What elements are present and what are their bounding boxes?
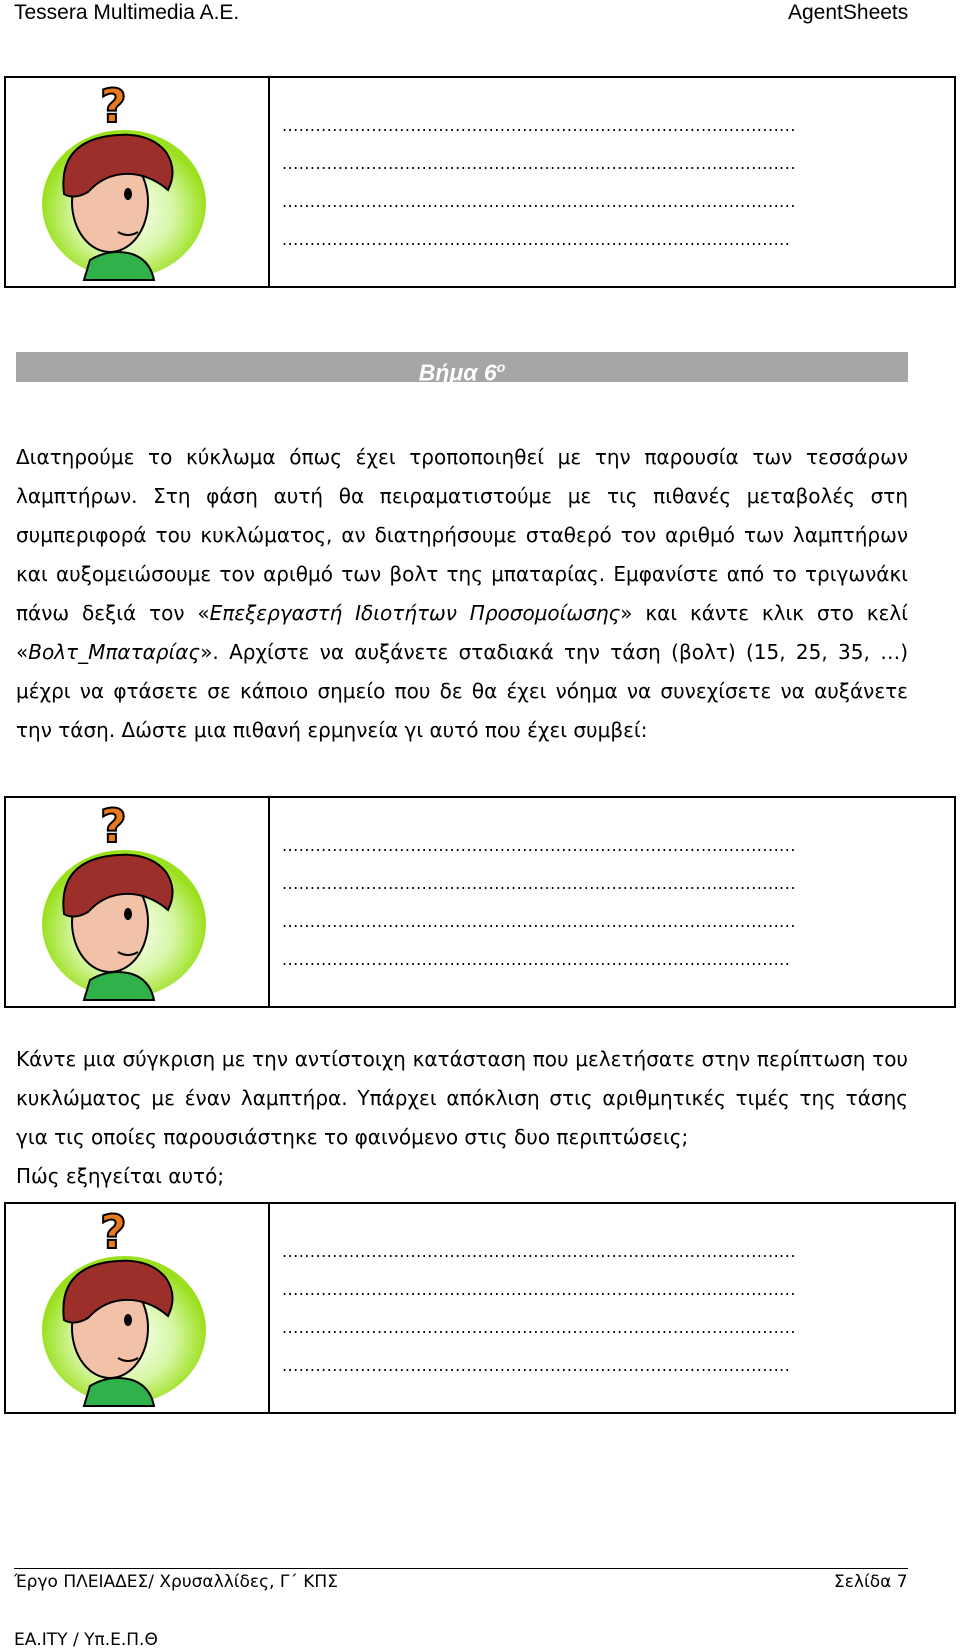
footer-page-number: Σελίδα 7 xyxy=(834,1572,908,1592)
answer-line[interactable]: ........................................................................................... xyxy=(282,1356,791,1375)
answer-line[interactable]: ............................................................................................ xyxy=(282,154,796,173)
paragraph-text: ». Αρχίστε να αυξάνετε σταδιακά την τάση (βολτ) (15, 25, 35, …) μέχρι να φτάσετε σε κάποιο σημείο που δε θα έχει νόημα να συνεχίσετε να αυξάνετε την τάση. Δώστε μια πιθανή ερμηνεία γι αυτό που έχει συμβεί: xyxy=(16,640,908,742)
thinking-boy-picture xyxy=(6,798,270,1006)
header-product: AgentSheets xyxy=(788,1,909,24)
battery-volts-cell-name: Βολτ_Μπαταρίας xyxy=(28,640,201,664)
thinking-boy-icon xyxy=(32,1208,212,1412)
footer-organization: ΕΑ.ΙΤΥ / Υπ.Ε.Π.Θ xyxy=(14,1630,158,1650)
step-heading xyxy=(16,352,908,386)
answer-line[interactable]: ............................................................................................ xyxy=(282,116,796,135)
answer-lines xyxy=(270,78,954,286)
answer-box-3 xyxy=(4,1202,956,1414)
answer-line[interactable]: ........................................................................................... xyxy=(282,950,791,969)
thinking-boy-picture xyxy=(6,78,270,286)
instructions-paragraph xyxy=(16,438,908,750)
thinking-boy-picture xyxy=(6,1204,270,1412)
answer-line[interactable]: ............................................................................................ xyxy=(282,1242,796,1261)
svg-text:?: ? xyxy=(100,82,127,133)
paragraph-text: Διατηρούμε το κύκλωμα όπως έχει τροποποιηθεί με την παρουσία των τεσσάρων λαμπτήρων. Στη φάση αυτή θα πειραματιστούμε με τις πιθανές μεταβολές στη συμπεριφορά του κυκλώματος, αν διατηρήσουμε σταθερό τον αριθμό των λαμπτήρων και αυξομειώσουμε τον αριθμό των βολτ της μπαταρίας. Εμφανίστε από το τριγωνάκι πάνω δεξιά τον « xyxy=(16,445,908,625)
thinking-boy-icon xyxy=(32,82,212,286)
property-editor-name: Επεξεργαστή Ιδιοτήτων Προσομοίωσης xyxy=(209,601,621,625)
footer-project: Έργο ΠΛΕΙΑΔΕΣ/ Χρυσαλλίδες, Γ΄ ΚΠΣ xyxy=(14,1572,338,1592)
answer-line[interactable]: ............................................................................................ xyxy=(282,912,796,931)
paragraph-text: Κάντε μια σύγκριση με την αντίστοιχη κατάσταση που μελετήσατε στην περίπτωση του κυκλώματος με έναν λαμπτήρα. Υπάρχει απόκλιση στις αριθμητικές τιμές της τάσης για τις οποίες παρουσιάστηκε το φαινόμενο στις δυο περιπτώσεις; xyxy=(16,1047,908,1149)
answer-line[interactable]: ........................................................................................... xyxy=(282,230,791,249)
answer-line[interactable]: ............................................................................................ xyxy=(282,874,796,893)
answer-line[interactable]: ............................................................................................ xyxy=(282,192,796,211)
svg-text:?: ? xyxy=(100,1208,127,1259)
answer-lines xyxy=(270,798,954,1006)
thinking-boy-icon xyxy=(32,802,212,1006)
paragraph-text: » και κάντε κλικ στο κελί « xyxy=(16,601,909,664)
answer-line[interactable]: ............................................................................................ xyxy=(282,1318,796,1337)
answer-box-2 xyxy=(4,796,956,1008)
answer-line[interactable]: ............................................................................................ xyxy=(282,1280,796,1299)
answer-line[interactable]: ............................................................................................ xyxy=(282,836,796,855)
header-company: Tessera Multimedia A.E. xyxy=(14,1,240,24)
svg-text:?: ? xyxy=(100,802,127,853)
answer-lines xyxy=(270,1204,954,1412)
step-title: Βήμα 6 xyxy=(418,359,497,386)
answer-box-1 xyxy=(4,76,956,288)
comparison-question: Πώς εξηγείται αυτό; xyxy=(16,1164,225,1188)
step-ordinal: ο xyxy=(496,359,506,375)
footer-divider xyxy=(14,1568,908,1569)
comparison-paragraph xyxy=(16,1040,908,1157)
